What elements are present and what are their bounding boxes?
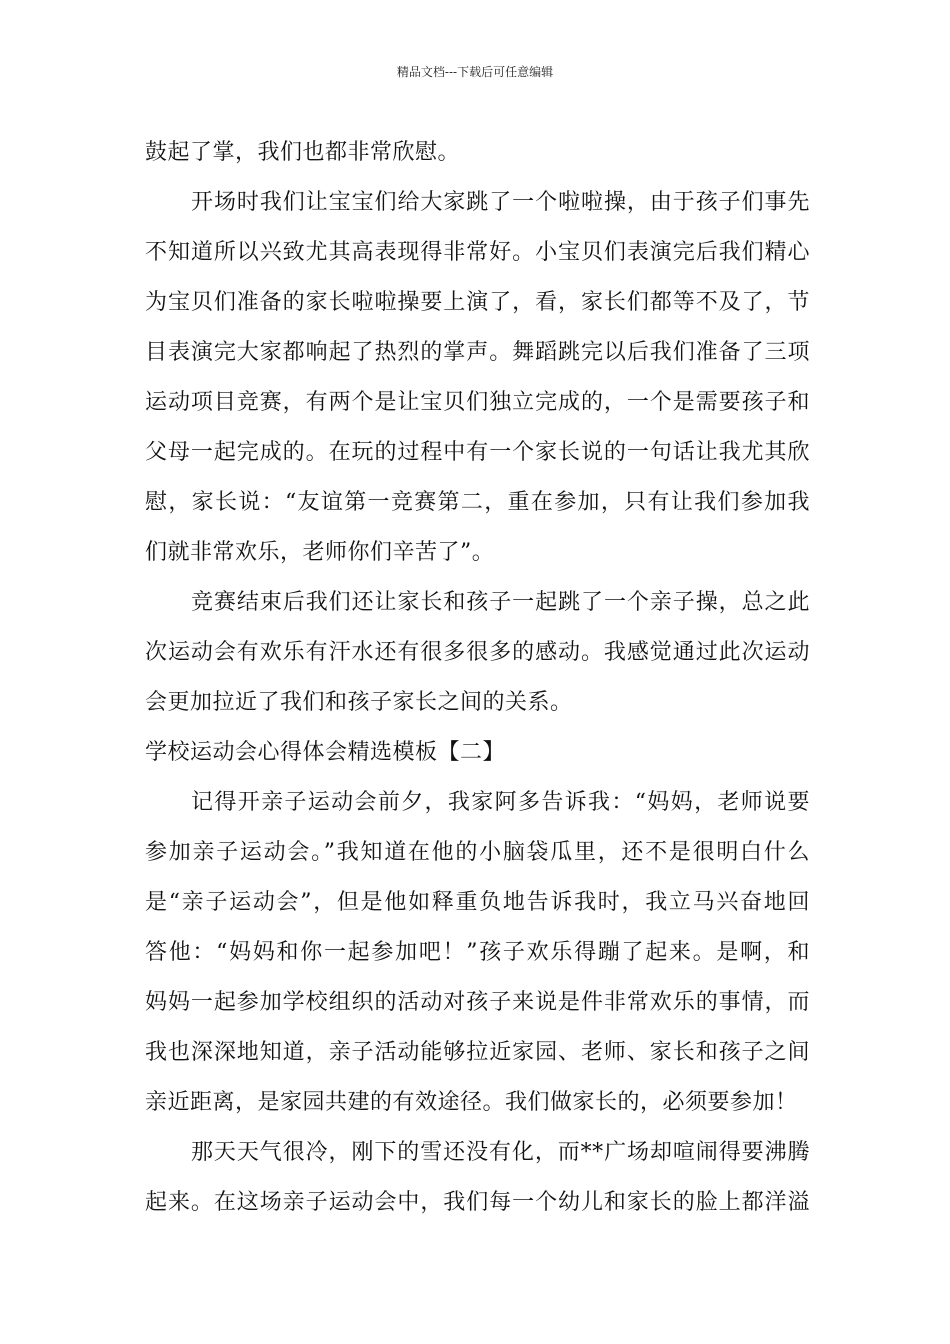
text-line: 开场时我们让宝宝们给大家跳了一个啦啦操，由于孩子们事先 (191, 190, 810, 215)
text-line: 我也深深地知道，亲子活动能够拉近家园、老师、家长和孩子之间 (145, 1040, 810, 1065)
text-line: 是“亲子运动会”，但是他如释重负地告诉我时，我立马兴奋地回 (145, 890, 810, 915)
page-header: 精品文档---下载后可任意编辑 (396, 65, 554, 79)
text-line: 不知道所以兴致尤其高表现得非常好。小宝贝们表演完后我们精心 (145, 240, 810, 265)
document-body (145, 128, 810, 1228)
text-line: 记得开亲子运动会前夕，我家阿多告诉我：“妈妈，老师说要 (191, 790, 810, 815)
text-line: 那天天气很冷，刚下的雪还没有化，而**广场却喧闹得要沸腾 (191, 1140, 810, 1165)
text-line: 妈妈一起参加学校组织的活动对孩子来说是件非常欢乐的事情，而 (145, 990, 810, 1015)
text-line: 运动项目竞赛，有两个是让宝贝们独立完成的，一个是需要孩子和 (145, 390, 810, 415)
paragraph (145, 1128, 810, 1228)
paragraph (145, 778, 810, 1128)
section-heading: 学校运动会心得体会精选模板【二】 (145, 740, 506, 765)
paragraph (145, 578, 810, 728)
text-line: 次运动会有欢乐有汗水还有很多很多的感动。我感觉通过此次运动 (145, 640, 810, 665)
text-line: 目表演完大家都响起了热烈的掌声。舞蹈跳完以后我们准备了三项 (145, 340, 810, 365)
paragraph (145, 128, 810, 178)
text-line: 答他：“妈妈和你一起参加吧！”孩子欢乐得蹦了起来。是啊，和 (145, 940, 810, 965)
text-line: 起来。在这场亲子运动会中，我们每一个幼儿和家长的脸上都洋溢 (145, 1190, 810, 1215)
text-line: 参加亲子运动会。”我知道在他的小脑袋瓜里，还不是很明白什么 (145, 840, 810, 865)
text-line: 鼓起了掌，我们也都非常欣慰。 (145, 140, 461, 165)
text-line: 亲近距离，是家园共建的有效途径。我们做家长的，必须要参加！ (145, 1090, 798, 1115)
text-line: 父母一起完成的。在玩的过程中有一个家长说的一句话让我尤其欣 (145, 440, 810, 465)
text-line: 们就非常欢乐，老师你们辛苦了”。 (145, 540, 495, 565)
text-line: 会更加拉近了我们和孩子家长之间的关系。 (145, 690, 573, 715)
text-line: 竞赛结束后我们还让家长和孩子一起跳了一个亲子操，总之此 (191, 590, 810, 615)
text-line: 慰，家长说：“友谊第一竞赛第二，重在参加，只有让我们参加我 (145, 490, 810, 515)
paragraph (145, 178, 810, 578)
text-line: 为宝贝们准备的家长啦啦操要上演了，看，家长们都等不及了，节 (145, 290, 810, 315)
